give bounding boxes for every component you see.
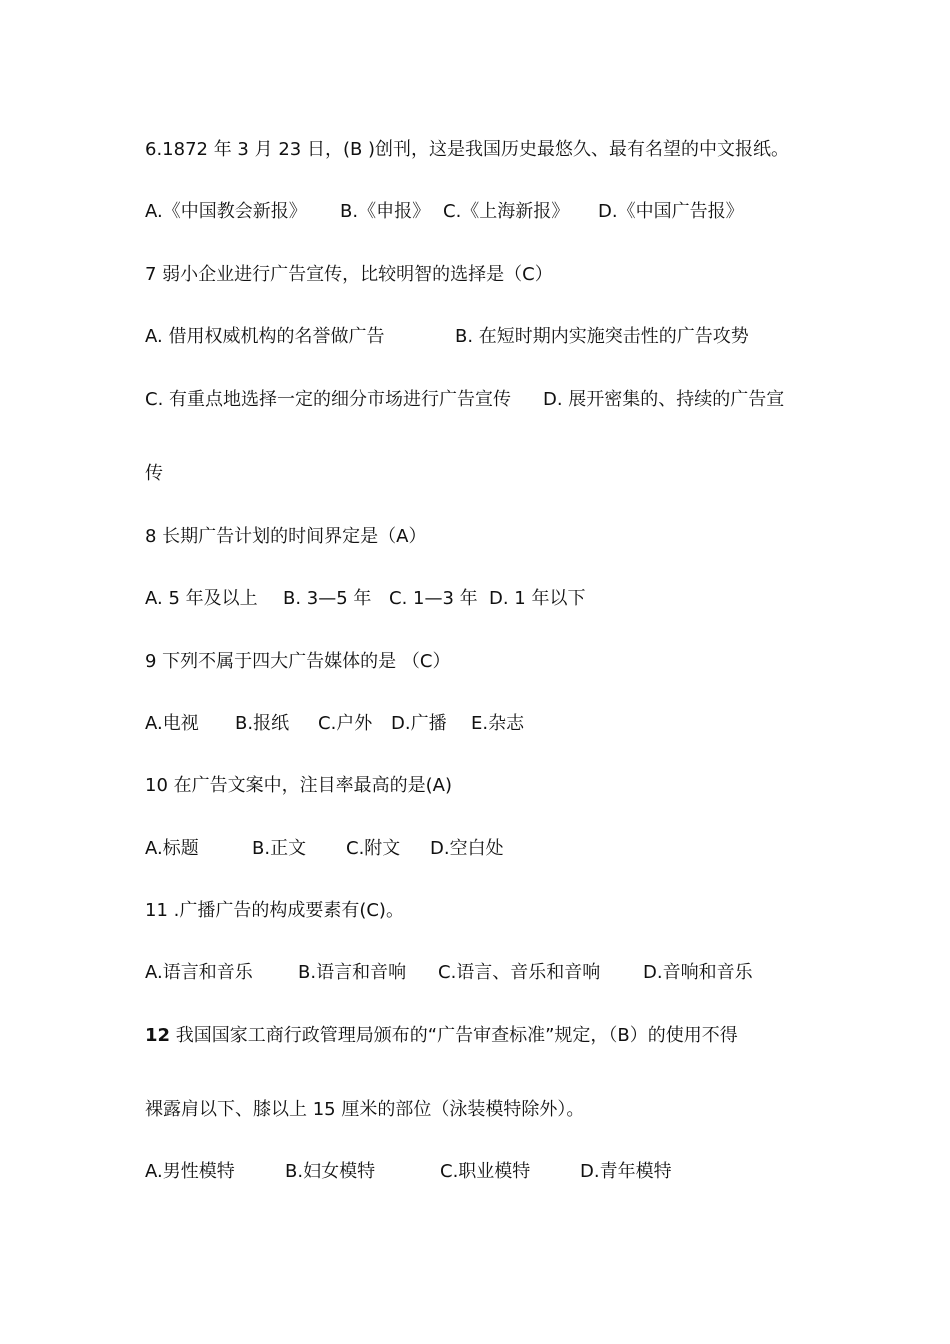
option-c: C.语言、音乐和音响: [438, 962, 601, 983]
question-7-options-row2: [145, 388, 784, 412]
option-c: C.户外: [318, 713, 373, 734]
option-b: B.正文: [252, 838, 307, 859]
option-b: B.语言和音响: [298, 962, 407, 983]
option-d: D.青年模特: [580, 1161, 672, 1182]
option-d: D.《中国广告报》: [598, 201, 744, 222]
option-a: A.《中国教会新报》: [145, 201, 307, 222]
option-b: B.妇女模特: [285, 1161, 376, 1182]
option-b: B.报纸: [235, 713, 290, 734]
question-10-stem: 10 在广告文案中，注目率最高的是(A): [145, 775, 452, 796]
option-b: B. 在短时期内实施突击性的广告攻势: [455, 326, 749, 347]
option-b: B.《申报》: [340, 201, 431, 222]
option-d: D.广播: [391, 713, 447, 734]
option-c: C.附文: [346, 838, 401, 859]
question-12-stem: [145, 1024, 738, 1048]
option-a: A. 5 年及以上: [145, 588, 258, 609]
question-8-stem: 8 长期广告计划的时间界定是（A）: [145, 526, 427, 547]
option-c: C.《上海新报》: [443, 201, 570, 222]
option-a: A.电视: [145, 713, 199, 734]
option-d: D. 1 年以下: [489, 588, 586, 609]
option-a: A.男性模特: [145, 1161, 235, 1182]
question-12-text: 我国国家工商行政管理局颁布的“广告审查标准”规定，（B）的使用不得: [170, 1025, 738, 1046]
option-b: B. 3—5 年: [283, 588, 372, 609]
question-11-options: [145, 961, 753, 985]
option-a: A. 借用权威机构的名誉做广告: [145, 326, 385, 347]
question-7-options-row1: [145, 325, 749, 349]
question-7-continuation: 传: [145, 463, 163, 484]
option-c: C. 1—3 年: [389, 588, 478, 609]
question-6-options: [145, 200, 744, 224]
option-d: D.空白处: [430, 838, 504, 859]
question-7-stem: 7 弱小企业进行广告宣传，比较明智的选择是（C）: [145, 264, 553, 285]
option-a: A.标题: [145, 838, 199, 859]
question-12-number: 12: [145, 1025, 171, 1046]
option-c: C. 有重点地选择一定的细分市场进行广告宣传: [145, 389, 512, 410]
question-9-options: [145, 712, 524, 736]
question-10-options: [145, 837, 504, 861]
option-c: C.职业模特: [440, 1161, 531, 1182]
option-a: A.语言和音乐: [145, 962, 253, 983]
question-12-options: [145, 1160, 672, 1184]
question-8-options: [145, 587, 585, 611]
question-12-continuation: 裸露肩以下、膝以上 15 厘米的部位（泳装模特除外）。: [145, 1099, 585, 1120]
option-d: D. 展开密集的、持续的广告宣: [543, 389, 785, 410]
option-d: D.音响和音乐: [643, 962, 753, 983]
option-e: E.杂志: [471, 713, 525, 734]
question-6-stem: 6.1872 年 3 月 23 日，(B )创刊，这是我国历史最悠久、最有名望的中文报纸。: [145, 139, 790, 160]
question-11-stem: 11 .广播广告的构成要素有(C)。: [145, 900, 404, 921]
question-9-stem: 9 下列不属于四大广告媒体的是 （C）: [145, 651, 451, 672]
